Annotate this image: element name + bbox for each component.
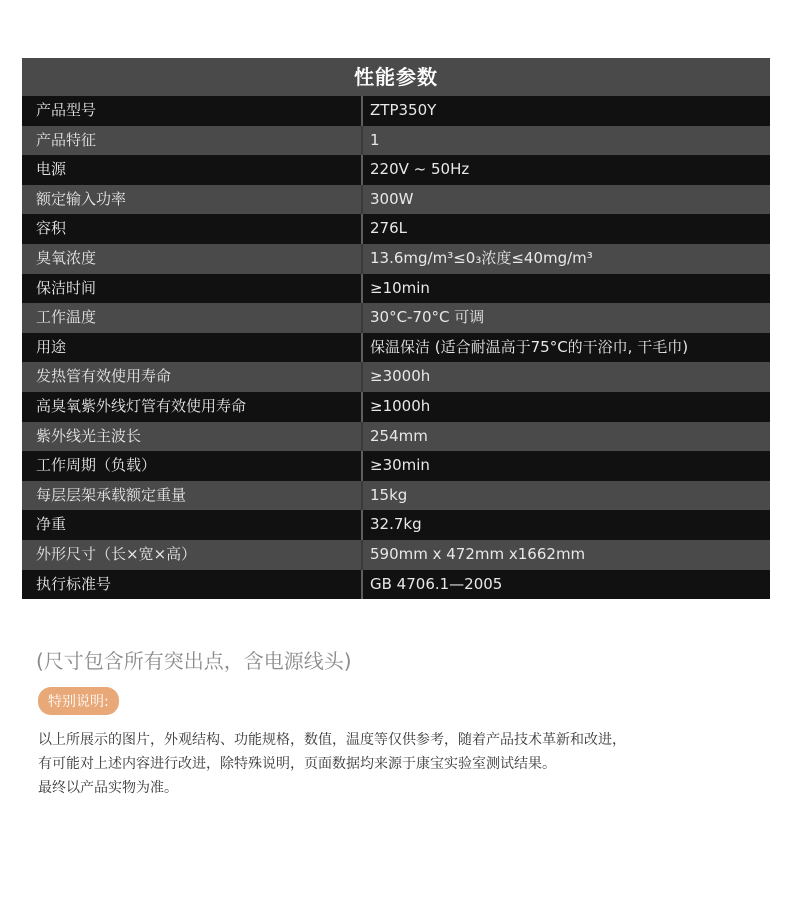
spec-label: 高臭氧紫外线灯管有效使用寿命 <box>36 396 247 415</box>
spec-rows <box>22 96 770 599</box>
spec-row <box>22 244 770 274</box>
spec-table <box>22 58 770 599</box>
spec-value: 220V ~ 50Hz <box>370 160 470 179</box>
spec-value: ZTP350Y <box>370 101 437 119</box>
spec-label: 工作周期（负载） <box>36 456 157 475</box>
spec-value: 590mm x 472mm x1662mm <box>370 544 586 563</box>
spec-label: 每层层架承载额定重量 <box>36 485 187 504</box>
spec-row <box>22 96 770 126</box>
spec-label: 保洁时间 <box>36 278 97 297</box>
spec-row <box>22 185 770 215</box>
spec-row <box>22 362 770 392</box>
spec-row <box>22 570 770 600</box>
spec-row <box>22 451 770 481</box>
spec-value: ≥30min <box>370 456 430 475</box>
spec-value: 276L <box>370 219 407 238</box>
spec-label: 臭氧浓度 <box>36 248 97 267</box>
spec-value: 15kg <box>370 485 408 504</box>
spec-label: 额定输入功率 <box>36 189 127 208</box>
spec-value: 13.6mg/m³≤0₃浓度≤40mg/m³ <box>370 248 593 267</box>
spec-value: 1 <box>370 130 380 149</box>
spec-row <box>22 303 770 333</box>
spec-label: 电源 <box>36 160 67 179</box>
spec-value: 300W <box>370 189 414 208</box>
spec-row <box>22 481 770 511</box>
spec-row <box>22 392 770 422</box>
spec-label: 执行标准号 <box>36 574 112 593</box>
spec-label: 净重 <box>36 515 67 534</box>
spec-label: 紫外线光主波长 <box>36 426 142 445</box>
special-note-badge: 特别说明: <box>38 687 119 715</box>
spec-row <box>22 333 770 363</box>
spec-value: 254mm <box>370 426 428 445</box>
spec-value: GB 4706.1—2005 <box>370 574 503 593</box>
spec-value: ≥1000h <box>370 396 431 415</box>
spec-row <box>22 126 770 156</box>
spec-row <box>22 540 770 570</box>
spec-row <box>22 155 770 185</box>
spec-label: 容积 <box>36 219 67 238</box>
spec-label: 外形尺寸（长×宽×高） <box>36 544 197 563</box>
spec-label: 用途 <box>36 337 67 356</box>
spec-row <box>22 274 770 304</box>
spec-row <box>22 422 770 452</box>
disclaimer-line: 以上所展示的图片，外观结构、功能规格，数值，温度等仅供参考，随着产品技术革新和改进， <box>38 732 626 748</box>
spec-row <box>22 214 770 244</box>
size-note: (尺寸包含所有突出点，含电源线头) <box>36 649 352 673</box>
spec-label: 产品特征 <box>36 130 97 149</box>
spec-table-title: 性能参数 <box>22 58 770 96</box>
spec-value: ≥10min <box>370 278 430 297</box>
spec-label: 产品型号 <box>36 101 97 119</box>
spec-value: 保温保洁 (适合耐温高于75°C的干浴巾, 干毛巾) <box>370 337 689 356</box>
spec-value: 30°C-70°C 可调 <box>370 308 485 327</box>
spec-value: 32.7kg <box>370 515 422 534</box>
spec-value: ≥3000h <box>370 367 431 386</box>
spec-label: 工作温度 <box>36 308 97 327</box>
spec-label: 发热管有效使用寿命 <box>36 367 172 386</box>
disclaimer-line: 有可能对上述内容进行改进，除特殊说明，页面数据均来源于康宝实验室测试结果。 <box>38 756 556 772</box>
disclaimer <box>38 728 758 800</box>
disclaimer-line: 最终以产品实物为准。 <box>38 780 178 796</box>
spec-row <box>22 510 770 540</box>
